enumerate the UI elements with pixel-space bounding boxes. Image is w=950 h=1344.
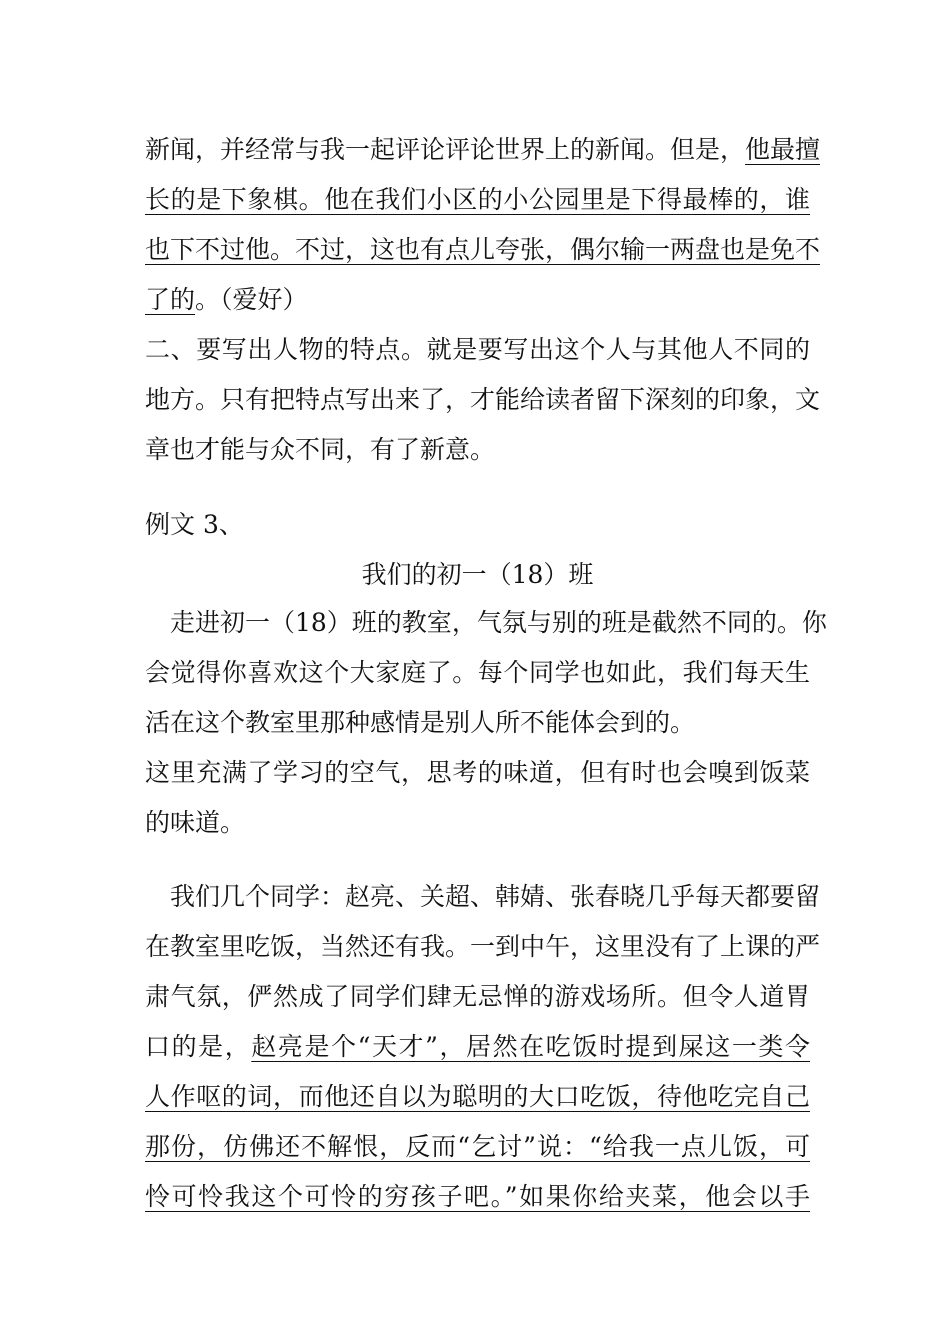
text-line (145, 280, 810, 320)
text-line: 章也才能与众不同，有了新意。 (145, 435, 496, 464)
text-line (145, 1077, 810, 1117)
underlined-text: 长的是下象棋。他在我们小区的小公园里是下得最棒的，谁 (145, 185, 810, 214)
example-label: 例文 3、 (145, 510, 244, 539)
text-line (145, 230, 821, 270)
text-line (145, 130, 821, 170)
text-line (145, 180, 810, 220)
underlined-text: 也下不过他。不过，这也有点儿夸张，偶尔输一两盘也是免不 (145, 235, 821, 264)
text-line: 走进初一（18）班的教室，气氛与别的班是截然不同的。你 (145, 608, 827, 637)
underlined-text: 人作呕的词，而他还自以为聪明的大口吃饭，待他吃完自己 (145, 1082, 810, 1111)
text-segment: 。（爱好） (195, 285, 308, 314)
underlined-text: 他最擅 (745, 135, 821, 164)
text-line: 这里充满了学习的空气，思考的味道，但有时也会嗅到饭菜 (145, 758, 810, 787)
text-segment: 口的是， (145, 1032, 252, 1061)
underlined-text: 怜可怜我这个可怜的穷孩子吧。”如果你给夹菜，他会以手 (145, 1182, 810, 1211)
essay-title: 我们的初一（18）班 (361, 560, 594, 589)
text-line: 肃气氛，俨然成了同学们肆无忌惮的游戏场所。但令人道胃 (145, 982, 810, 1011)
text-segment: 新闻，并经常与我一起评论评论世界上的新闻。但是， (145, 135, 746, 164)
underlined-text: 那份，仿佛还不解恨，反而“乞讨”说：“给我一点儿饭，可 (145, 1132, 810, 1161)
text-line (145, 1027, 810, 1067)
section-heading-line: 二、要写出人物的特点。就是要写出这个人与其他人不同的 (145, 335, 810, 364)
text-line: 活在这个教室里那种感情是别人所不能体会到的。 (145, 708, 696, 737)
text-line: 在教室里吃饭，当然还有我。一到中午，这里没有了上课的严 (145, 932, 821, 961)
text-line: 的味道。 (145, 808, 246, 837)
text-line: 我们几个同学：赵亮、关超、韩婧、张春晓几乎每天都要留 (145, 882, 821, 911)
underlined-text: 赵亮是个“天才”，居然在吃饭时提到屎这一类令 (251, 1032, 810, 1061)
underlined-text: 了的 (145, 285, 196, 314)
text-line: 地方。只有把特点写出来了，才能给读者留下深刻的印象，文 (145, 385, 821, 414)
text-line (145, 1127, 810, 1167)
text-line (145, 1177, 810, 1217)
text-line: 会觉得你喜欢这个大家庭了。每个同学也如此，我们每天生 (145, 658, 810, 687)
